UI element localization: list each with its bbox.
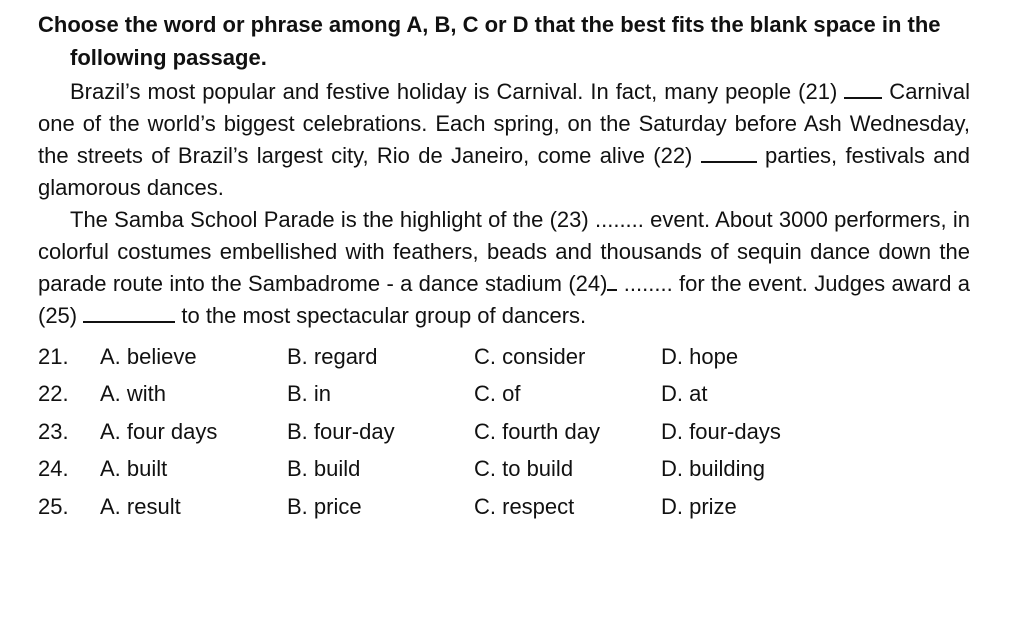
- question-row-22: [38, 376, 970, 414]
- blank-25: [83, 301, 175, 323]
- option-d[interactable]: D. building: [661, 456, 765, 482]
- passage-text: to the most spectacular group of dancers.: [175, 303, 587, 328]
- option-c[interactable]: C. respect: [474, 493, 575, 519]
- option-a[interactable]: A. result: [100, 493, 181, 519]
- question-number: 25.: [38, 493, 69, 519]
- option-d[interactable]: D. prize: [661, 493, 737, 519]
- passage-text: ........ for the event. Judges award a (25): [38, 271, 971, 328]
- option-a[interactable]: A. built: [100, 456, 168, 482]
- passage-paragraph-1: [38, 76, 970, 204]
- question-row-24: [38, 451, 970, 489]
- option-d[interactable]: D. hope: [661, 343, 739, 369]
- passage-text: parties, festivals and glamorous dances.: [38, 143, 970, 200]
- question-number: 23.: [38, 418, 69, 444]
- passage-text: Brazil’s most popular and festive holiday is Carnival. In fact, many people (21): [70, 79, 845, 104]
- question-row-23: [38, 413, 970, 451]
- question-row-25: [38, 488, 970, 526]
- blank-21: [844, 77, 882, 99]
- instruction-heading: Choose the word or phrase among A, B, C or D that the best fits the blank space in the following passage.: [38, 12, 941, 70]
- question-row-21: [38, 338, 970, 376]
- option-d[interactable]: D. at: [661, 381, 708, 407]
- question-number: 24.: [38, 456, 69, 482]
- option-c[interactable]: C. consider: [474, 343, 586, 369]
- option-c[interactable]: C. fourth day: [474, 418, 600, 444]
- option-b[interactable]: B. price: [287, 493, 362, 519]
- question-number: 22.: [38, 381, 69, 407]
- question-number: 21.: [38, 343, 69, 369]
- answer-options: [38, 338, 970, 526]
- passage-paragraph-2: [38, 204, 970, 332]
- exercise-page: [38, 8, 970, 526]
- option-a[interactable]: A. believe: [100, 343, 197, 369]
- option-c[interactable]: C. of: [474, 381, 521, 407]
- option-c[interactable]: C. to build: [474, 456, 574, 482]
- option-a[interactable]: A. four days: [100, 418, 218, 444]
- passage-text: The Samba School Parade is the highlight of the (23) ........ event. About 3000 performers, in colorful costumes embellished with feathers, beads and thousands of sequin dance down the parade route into the Sambadrome - a dance stadium (24): [38, 207, 970, 296]
- option-b[interactable]: B. four-day: [287, 418, 395, 444]
- option-b[interactable]: B. in: [287, 381, 332, 407]
- option-b[interactable]: B. build: [287, 456, 361, 482]
- option-d[interactable]: D. four-days: [661, 418, 781, 444]
- blank-24: [607, 269, 617, 291]
- passage-text: Carnival one of the world’s biggest celebrations. Each spring, on the Saturday before Ash Wednesday, the streets of Brazil’s largest city, Rio de Janeiro, come alive (22): [38, 79, 971, 168]
- option-a[interactable]: A. with: [100, 381, 167, 407]
- blank-22: [701, 141, 757, 163]
- option-b[interactable]: B. regard: [287, 343, 378, 369]
